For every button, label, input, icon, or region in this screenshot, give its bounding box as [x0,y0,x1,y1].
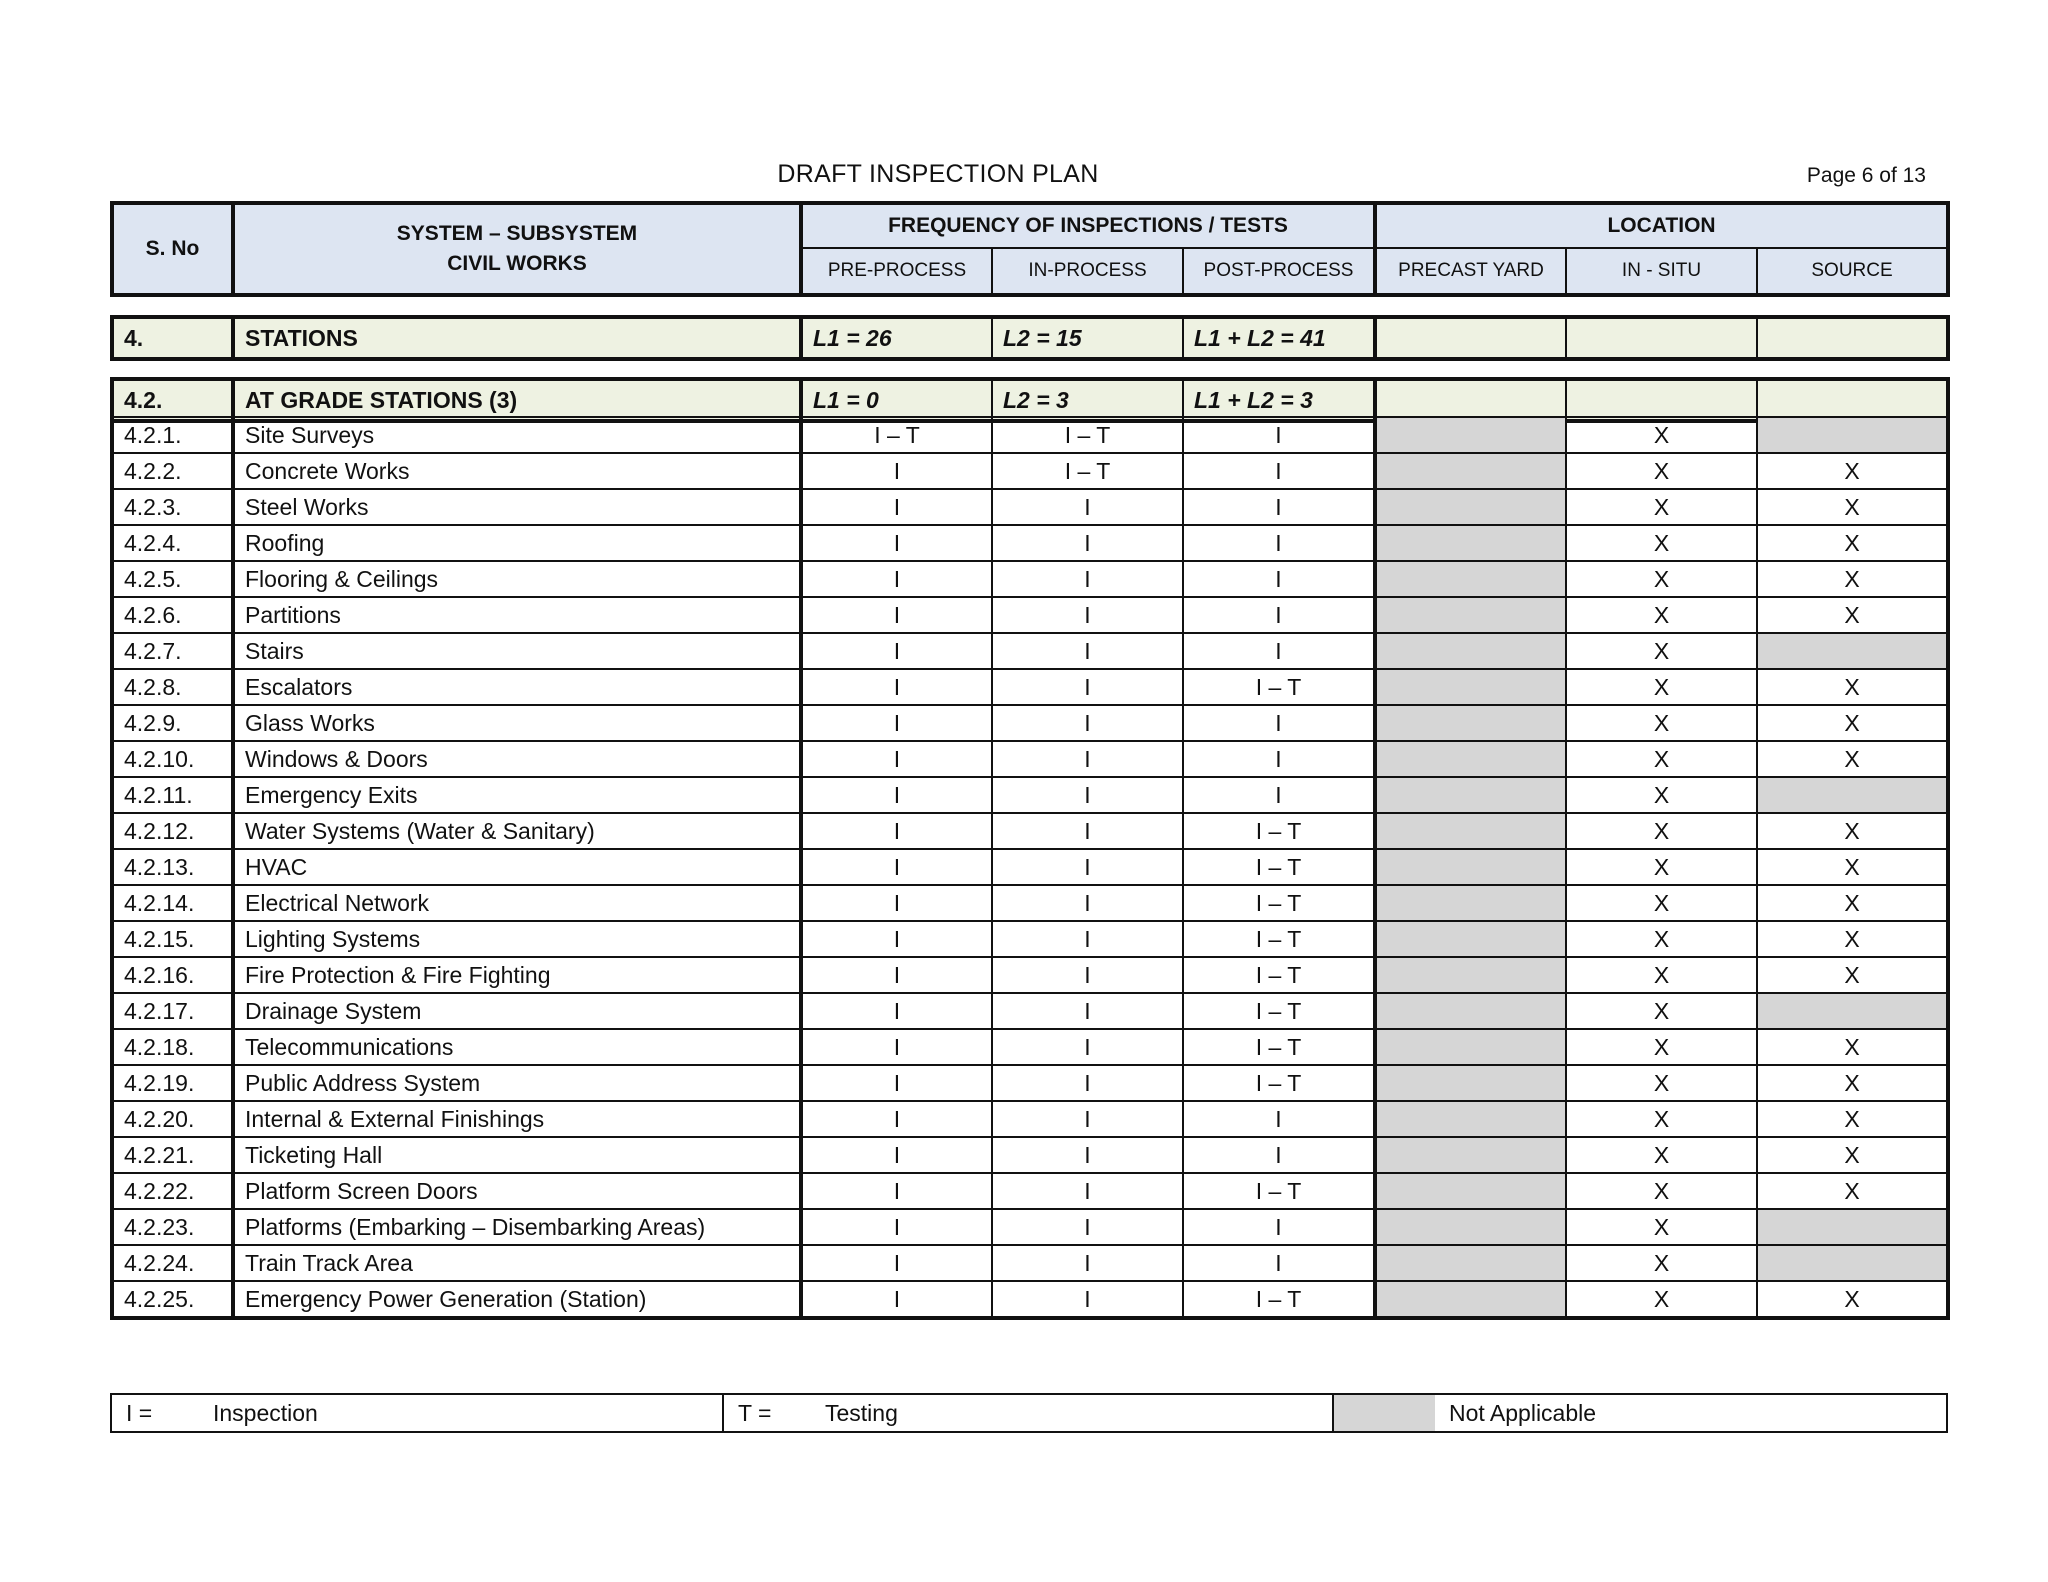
rows-container [112,417,1948,1318]
header-system-line2: CIVIL WORKS [447,252,587,275]
row-pre-process: I [801,1173,992,1209]
table-row [112,813,1948,849]
row-number: 4.2.23. [112,1209,233,1245]
row-in-process: I [992,1173,1183,1209]
row-item-name: Flooring & Ceilings [233,561,801,597]
legend-na-swatch [1333,1394,1435,1432]
legend-t-key: T = [723,1394,825,1432]
row-item-name: Stairs [233,633,801,669]
row-number: 4.2.19. [112,1065,233,1101]
row-item-name: Site Surveys [233,417,801,453]
row-post-process: I – T [1183,957,1375,993]
row-pre-process: I [801,1065,992,1101]
row-item-name: Train Track Area [233,1245,801,1281]
row-in-situ: X [1566,885,1757,921]
row-precast-yard [1375,813,1566,849]
table-row [112,417,1948,453]
row-in-process: I [992,993,1183,1029]
table-row [112,597,1948,633]
row-in-process: I [992,777,1183,813]
row-source: X [1757,741,1948,777]
row-pre-process: I [801,597,992,633]
row-in-process: I – T [992,453,1183,489]
table-row [112,885,1948,921]
row-number: 4.2.7. [112,633,233,669]
row-in-process: I [992,597,1183,633]
row-number: 4.2.1. [112,417,233,453]
row-number: 4.2.5. [112,561,233,597]
row-source: X [1757,1173,1948,1209]
row-source: X [1757,453,1948,489]
row-pre-process: I [801,1137,992,1173]
row-pre-process: I [801,669,992,705]
row-pre-process: I [801,489,992,525]
row-in-situ: X [1566,561,1757,597]
row-in-situ: X [1566,417,1757,453]
table-row [112,1065,1948,1101]
row-item-name: Glass Works [233,705,801,741]
table-row [112,777,1948,813]
row-post-process: I [1183,1137,1375,1173]
row-number: 4.2.12. [112,813,233,849]
row-item-name: Lighting Systems [233,921,801,957]
row-item-name: Emergency Exits [233,777,801,813]
row-source: X [1757,669,1948,705]
row-precast-yard [1375,561,1566,597]
row-in-situ: X [1566,993,1757,1029]
table-row [112,1245,1948,1281]
row-number: 4.2.20. [112,1101,233,1137]
table-row [112,561,1948,597]
row-pre-process: I [801,885,992,921]
row-in-process: I [992,813,1183,849]
row-source [1757,993,1948,1029]
row-item-name: Platform Screen Doors [233,1173,801,1209]
row-pre-process: I [801,561,992,597]
row-in-situ: X [1566,1173,1757,1209]
row-source [1757,777,1948,813]
header-sno: S. No [112,203,233,295]
row-in-situ: X [1566,849,1757,885]
row-item-name: Water Systems (Water & Sanitary) [233,813,801,849]
row-in-process: I [992,705,1183,741]
row-source: X [1757,1281,1948,1318]
section-precast-cell [1375,317,1566,359]
row-precast-yard [1375,777,1566,813]
row-item-name: Fire Protection & Fire Fighting [233,957,801,993]
table-row [112,849,1948,885]
row-number: 4.2.17. [112,993,233,1029]
row-pre-process: I [801,705,992,741]
row-in-process: I – T [992,417,1183,453]
row-source: X [1757,1065,1948,1101]
row-item-name: Telecommunications [233,1029,801,1065]
row-item-name: Ticketing Hall [233,1137,801,1173]
row-number: 4.2.21. [112,1137,233,1173]
row-in-situ: X [1566,1101,1757,1137]
row-precast-yard [1375,453,1566,489]
row-in-process: I [992,1209,1183,1245]
row-post-process: I [1183,597,1375,633]
row-number: 4.2.4. [112,525,233,561]
row-precast-yard [1375,885,1566,921]
row-in-process: I [992,921,1183,957]
row-precast-yard [1375,993,1566,1029]
row-post-process: I – T [1183,813,1375,849]
row-precast-yard [1375,1173,1566,1209]
table-row [112,921,1948,957]
section-total: L1 + L2 = 41 [1183,317,1375,359]
row-precast-yard [1375,489,1566,525]
row-in-situ: X [1566,813,1757,849]
row-in-situ: X [1566,669,1757,705]
subsection-source-cell [1757,379,1948,421]
row-in-situ: X [1566,1029,1757,1065]
row-in-situ: X [1566,741,1757,777]
row-precast-yard [1375,1029,1566,1065]
row-in-situ: X [1566,525,1757,561]
row-pre-process: I [801,633,992,669]
row-post-process: I [1183,1209,1375,1245]
row-number: 4.2.16. [112,957,233,993]
row-post-process: I – T [1183,921,1375,957]
table-row [112,1173,1948,1209]
row-in-process: I [992,525,1183,561]
legend-t-value: Testing [825,1394,1333,1432]
row-item-name: Electrical Network [233,885,801,921]
row-source: X [1757,885,1948,921]
row-post-process: I [1183,1245,1375,1281]
subsection-l2: L2 = 3 [992,379,1183,421]
row-in-process: I [992,1101,1183,1137]
row-source: X [1757,1137,1948,1173]
table-row [112,1137,1948,1173]
row-post-process: I – T [1183,885,1375,921]
table-row [112,705,1948,741]
row-pre-process: I [801,1029,992,1065]
row-in-process: I [992,1065,1183,1101]
row-post-process: I [1183,777,1375,813]
row-precast-yard [1375,1137,1566,1173]
row-source: X [1757,813,1948,849]
row-pre-process: I [801,993,992,1029]
row-source: X [1757,525,1948,561]
row-precast-yard [1375,1209,1566,1245]
row-post-process: I [1183,417,1375,453]
table-row [112,453,1948,489]
header-in-situ: IN - SITU [1566,248,1757,295]
table-row [112,669,1948,705]
row-number: 4.2.24. [112,1245,233,1281]
row-pre-process: I [801,525,992,561]
row-post-process: I [1183,1101,1375,1137]
row-item-name: Public Address System [233,1065,801,1101]
row-precast-yard [1375,957,1566,993]
row-in-process: I [992,885,1183,921]
section-name: STATIONS [233,317,801,359]
row-in-situ: X [1566,1137,1757,1173]
row-precast-yard [1375,1281,1566,1318]
row-pre-process: I [801,849,992,885]
row-in-situ: X [1566,633,1757,669]
document-title: DRAFT INSPECTION PLAN [777,160,1099,188]
row-item-name: Escalators [233,669,801,705]
row-number: 4.2.11. [112,777,233,813]
row-post-process: I [1183,525,1375,561]
row-post-process: I [1183,453,1375,489]
row-item-name: Steel Works [233,489,801,525]
row-item-name: Partitions [233,597,801,633]
row-source [1757,1209,1948,1245]
legend-i-value: Inspection [213,1394,723,1432]
row-precast-yard [1375,1101,1566,1137]
row-in-process: I [992,1245,1183,1281]
row-number: 4.2.14. [112,885,233,921]
row-pre-process: I [801,1209,992,1245]
row-precast-yard [1375,921,1566,957]
header-precast-yard: PRECAST YARD [1375,248,1566,295]
row-source: X [1757,561,1948,597]
subsection-l1: L1 = 0 [801,379,992,421]
header-post-process: POST-PROCESS [1183,248,1375,295]
row-in-situ: X [1566,777,1757,813]
row-post-process: I [1183,489,1375,525]
row-post-process: I [1183,633,1375,669]
row-in-process: I [992,957,1183,993]
section-stations-row [110,315,1950,361]
table-row [112,489,1948,525]
row-item-name: Internal & External Finishings [233,1101,801,1137]
row-source: X [1757,1101,1948,1137]
row-precast-yard [1375,597,1566,633]
row-source [1757,417,1948,453]
row-source: X [1757,849,1948,885]
table-row [112,957,1948,993]
header-in-process: IN-PROCESS [992,248,1183,295]
row-post-process: I – T [1183,669,1375,705]
row-number: 4.2.2. [112,453,233,489]
row-in-process: I [992,561,1183,597]
row-in-process: I [992,1137,1183,1173]
header-system [233,203,801,295]
row-number: 4.2.3. [112,489,233,525]
row-in-situ: X [1566,597,1757,633]
row-item-name: Concrete Works [233,453,801,489]
page-number: Page 6 of 13 [1806,164,1926,187]
row-post-process: I [1183,561,1375,597]
row-source [1757,1245,1948,1281]
row-in-process: I [992,1029,1183,1065]
row-number: 4.2.13. [112,849,233,885]
table-row [112,1209,1948,1245]
row-post-process: I – T [1183,1029,1375,1065]
row-in-situ: X [1566,921,1757,957]
inspection-table-body [110,416,1950,1320]
row-post-process: I – T [1183,849,1375,885]
row-pre-process: I [801,1101,992,1137]
subsection-total: L1 + L2 = 3 [1183,379,1375,421]
row-number: 4.2.10. [112,741,233,777]
row-item-name: Windows & Doors [233,741,801,777]
row-precast-yard [1375,1065,1566,1101]
row-precast-yard [1375,849,1566,885]
row-in-situ: X [1566,1065,1757,1101]
row-in-situ: X [1566,1245,1757,1281]
row-item-name: Platforms (Embarking – Disembarking Areas) [233,1209,801,1245]
row-number: 4.2.8. [112,669,233,705]
header-frequency: FREQUENCY OF INSPECTIONS / TESTS [801,203,1375,248]
row-in-process: I [992,669,1183,705]
row-in-situ: X [1566,705,1757,741]
row-number: 4.2.22. [112,1173,233,1209]
row-pre-process: I [801,921,992,957]
section-number: 4. [112,317,233,359]
row-post-process: I [1183,705,1375,741]
row-number: 4.2.15. [112,921,233,957]
row-source: X [1757,597,1948,633]
table-row [112,1101,1948,1137]
row-pre-process: I [801,453,992,489]
row-in-situ: X [1566,1209,1757,1245]
row-pre-process: I [801,741,992,777]
legend-table [110,1393,1948,1433]
row-source: X [1757,957,1948,993]
header-location: LOCATION [1375,203,1948,248]
row-pre-process: I [801,1281,992,1318]
row-in-situ: X [1566,489,1757,525]
row-number: 4.2.9. [112,705,233,741]
row-precast-yard [1375,1245,1566,1281]
section-source-cell [1757,317,1948,359]
row-number: 4.2.6. [112,597,233,633]
legend-na-value: Not Applicable [1435,1394,1947,1432]
row-post-process: I – T [1183,1173,1375,1209]
row-pre-process: I [801,1245,992,1281]
row-in-situ: X [1566,1281,1757,1318]
row-in-situ: X [1566,957,1757,993]
row-item-name: HVAC [233,849,801,885]
row-precast-yard [1375,633,1566,669]
row-source: X [1757,705,1948,741]
row-post-process: I – T [1183,1065,1375,1101]
row-in-process: I [992,849,1183,885]
section-l2: L2 = 15 [992,317,1183,359]
row-source: X [1757,489,1948,525]
row-number: 4.2.18. [112,1029,233,1065]
subsection-name: AT GRADE STATIONS (3) [233,379,801,421]
legend-i-key: I = [111,1394,213,1432]
row-in-process: I [992,489,1183,525]
row-post-process: I [1183,741,1375,777]
table-row [112,993,1948,1029]
table-row [112,741,1948,777]
table-row [112,1281,1948,1318]
section-insitu-cell [1566,317,1757,359]
header-pre-process: PRE-PROCESS [801,248,992,295]
table-row [112,525,1948,561]
row-item-name: Drainage System [233,993,801,1029]
section-l1: L1 = 26 [801,317,992,359]
row-source: X [1757,921,1948,957]
row-precast-yard [1375,417,1566,453]
header-source: SOURCE [1757,248,1948,295]
row-source [1757,633,1948,669]
table-header [110,201,1950,297]
table-row [112,1029,1948,1065]
row-source: X [1757,1029,1948,1065]
header-system-line1: SYSTEM – SUBSYSTEM [396,222,638,245]
row-pre-process: I [801,813,992,849]
row-pre-process: I – T [801,417,992,453]
row-item-name: Emergency Power Generation (Station) [233,1281,801,1318]
row-post-process: I – T [1183,993,1375,1029]
row-post-process: I – T [1183,1281,1375,1318]
row-in-process: I [992,633,1183,669]
row-in-situ: X [1566,453,1757,489]
row-precast-yard [1375,741,1566,777]
subsection-number: 4.2. [112,379,233,421]
row-in-process: I [992,1281,1183,1318]
row-number: 4.2.25. [112,1281,233,1318]
row-pre-process: I [801,957,992,993]
row-precast-yard [1375,525,1566,561]
row-precast-yard [1375,705,1566,741]
row-precast-yard [1375,669,1566,705]
table-row [112,633,1948,669]
row-pre-process: I [801,777,992,813]
row-item-name: Roofing [233,525,801,561]
subsection-insitu-cell [1566,379,1757,421]
row-in-process: I [992,741,1183,777]
subsection-precast-cell [1375,379,1566,421]
